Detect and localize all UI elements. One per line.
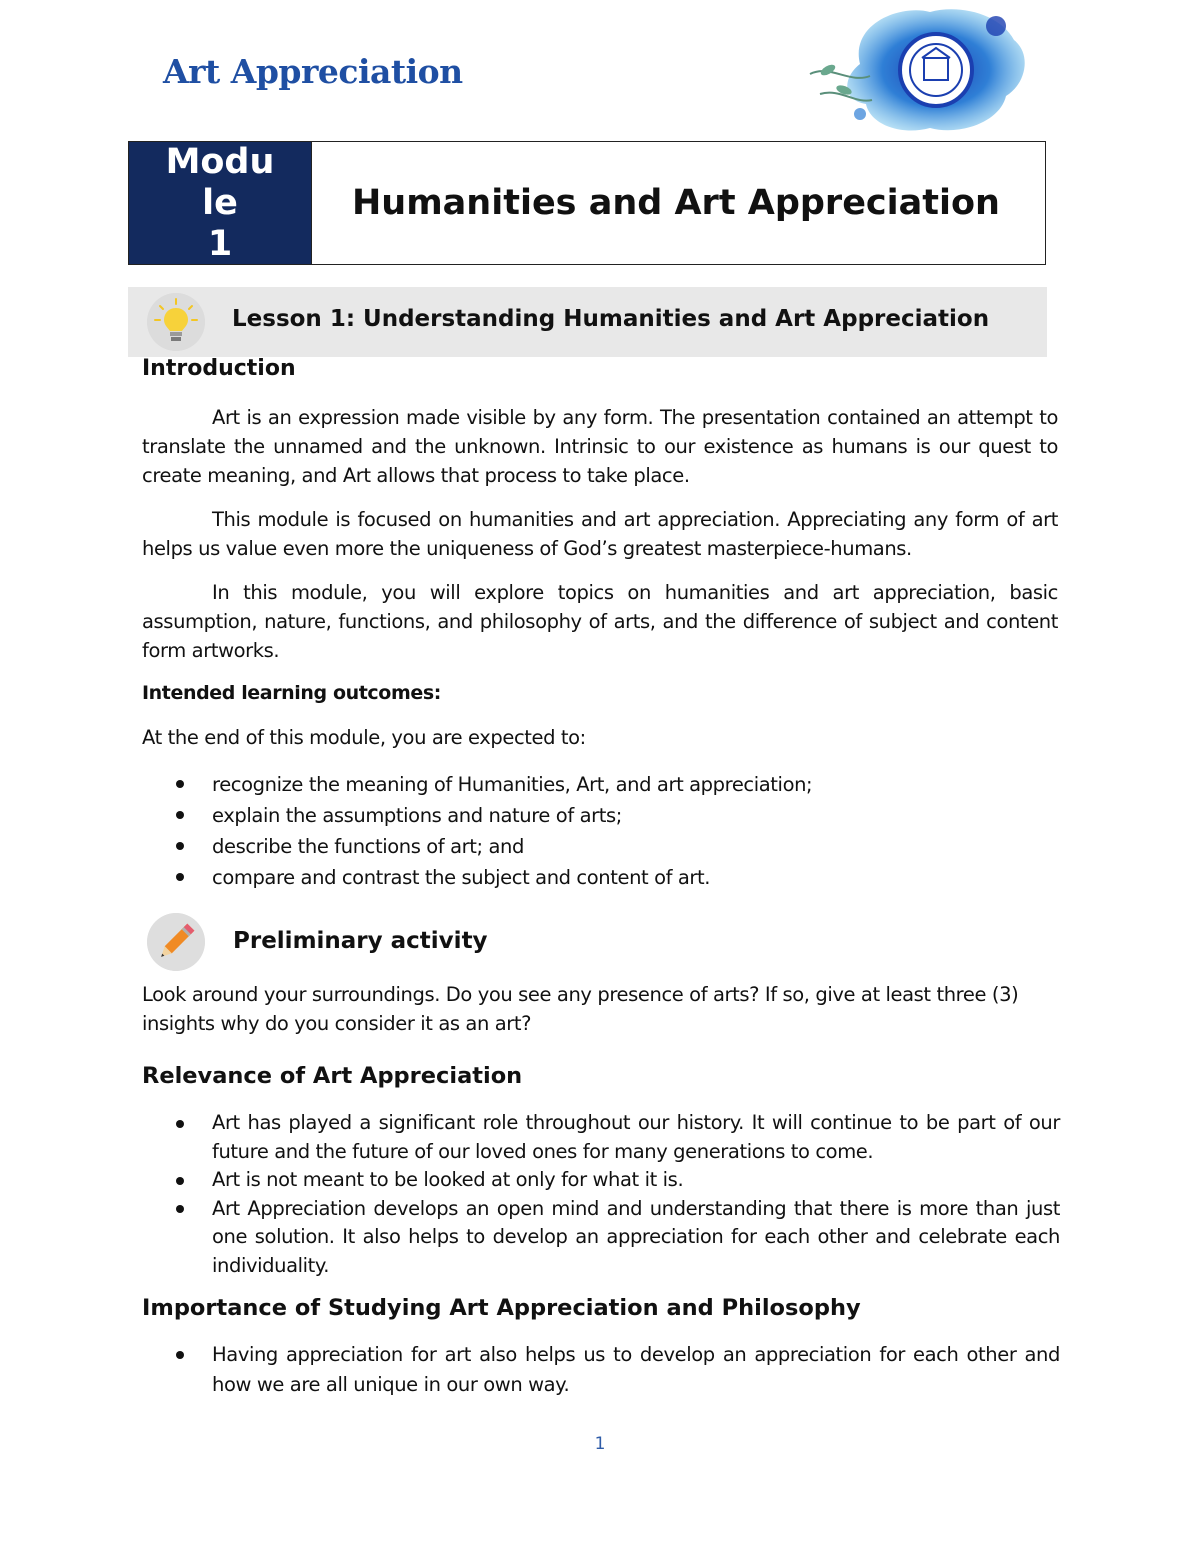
introduction-heading: Introduction [142,356,296,381]
list-item: Art is not meant to be looked at only for what it is. [142,1166,1060,1195]
list-item: compare and contrast the subject and content of art. [142,862,1060,893]
intro-paragraph-3-text: In this module, you will explore topics on humanities and art appreciation, basic assumption, nature, functions, and philosophy of arts, and the difference of subject and content form artworks. [142,581,1058,662]
module-banner [128,141,1046,265]
module-label-line-3: 1 [207,223,233,264]
document-header-title: Art Appreciation [163,52,463,91]
importance-list [142,1340,1060,1400]
list-item: Art has played a significant role throughout our history. It will continue to be part of our future and the future of our loved ones for many generations to come. [142,1109,1060,1166]
intro-paragraph-3 [142,578,1058,665]
preliminary-activity-text: Look around your surroundings. Do you see any presence of arts? If so, give at least three (3) insights why do you consider it as an art? [142,983,1019,1035]
pencil-icon [147,913,205,971]
university-seal-logo [800,4,1032,136]
list-item: Having appreciation for art also helps us to develop an appreciation for each other and how we are all unique in our own way. [142,1340,1060,1400]
list-item: explain the assumptions and nature of arts; [142,800,1060,831]
module-title: Humanities and Art Appreciation [311,142,1045,264]
relevance-heading: Relevance of Art Appreciation [142,1063,523,1089]
page-number: 1 [594,1434,606,1454]
intro-paragraph-1-text: Art is an expression made visible by any form. The presentation contained an attempt to translate the unnamed and the unknown. Intrinsic to our existence as humans is our quest to create meaning, and Art allows that process to take place. [142,406,1058,487]
importance-heading: Importance of Studying Art Appreciation and Philosophy [142,1295,861,1321]
outcomes-lead: At the end of this module, you are expected to: [142,726,586,749]
list-item: Art Appreciation develops an open mind and understanding that there is more than just one solution. It also helps to develop an appreciation for each other and celebrate each individuality. [142,1195,1060,1281]
module-label-line-1: Modu [165,141,275,182]
outcomes-heading: Intended learning outcomes: [142,682,441,704]
preliminary-activity-title: Preliminary activity [233,928,488,954]
intro-paragraph-2 [142,505,1058,563]
outcomes-list [142,769,1060,893]
module-number-block [129,142,311,264]
lightbulb-icon [147,293,205,351]
lesson-title: Lesson 1: Understanding Humanities and Art Appreciation [232,306,990,332]
relevance-list [142,1109,1060,1280]
list-item: describe the functions of art; and [142,831,1060,862]
list-item: recognize the meaning of Humanities, Art, and art appreciation; [142,769,1060,800]
intro-paragraph-2-text: This module is focused on humanities and art appreciation. Appreciating any form of art helps us value even more the uniqueness of God’s greatest masterpiece-humans. [142,508,1058,560]
intro-paragraph-1 [142,403,1058,490]
module-label-line-2: le [202,182,238,223]
